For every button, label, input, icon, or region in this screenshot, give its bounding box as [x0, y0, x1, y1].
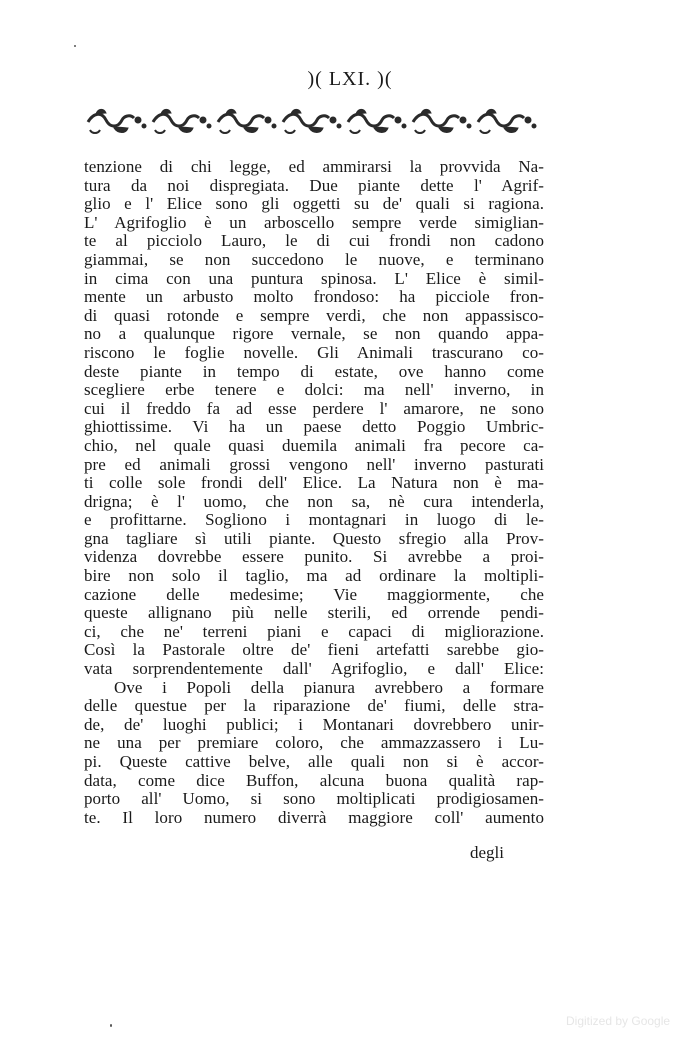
fleuron-icon — [413, 109, 471, 133]
text-line: bire non solo il taglio, ma ad ordinare la moltipli- — [84, 566, 544, 586]
page-header: )( LXI. )( — [307, 68, 393, 90]
text-line: scegliere erbe tenere e dolci: ma nell' inverno, in — [84, 380, 544, 400]
fleuron-icon — [88, 109, 146, 133]
ink-speck — [74, 45, 76, 47]
text-line: te. Il loro numero diverrà maggiore coll' aumento — [84, 807, 544, 827]
catchword: degli — [470, 843, 504, 862]
text-line: ti colle sole frondi dell' Elice. La Natura non è ma- — [84, 473, 544, 493]
text-line: pi. Queste cattive belve, alle quali non si è accor- — [84, 752, 544, 771]
text-line: glio e l' Elice sono gli oggetti su de' quali si ragiona. — [84, 194, 544, 214]
text-line: drigna; è l' uomo, che non sa, nè cura intenderla, — [84, 491, 544, 511]
fleuron-icon — [283, 109, 341, 133]
text-line: gna tagliare sì utili piante. Questo sfregio alla Prov- — [84, 528, 544, 548]
text-line: delle questue per la riparazione de' fiumi, delle stra- — [84, 696, 544, 716]
text-line: in cima con una puntura spinosa. L' Elice è simil- — [84, 268, 544, 288]
text-line: pre ed animali grossi vengono nell' inverno pasturati — [84, 454, 544, 474]
body-text — [84, 158, 544, 827]
text-line: cui il freddo fa ad esse perdere l' amarore, ne sono — [84, 398, 544, 418]
fleuron-icon — [478, 109, 536, 133]
text-line: data, come dice Buffon, alcuna buona qualità rap- — [84, 770, 544, 790]
text-line: videnza dovrebbe essere punito. Si avrebbe a proi- — [84, 547, 544, 567]
text-line: Ove i Popoli della pianura avrebbero a formare — [114, 677, 544, 697]
text-line: e profittarne. Sogliono i montagnari in luogo di le- — [84, 510, 544, 530]
fleuron-ornament-band — [82, 104, 542, 138]
text-line: ghiottissime. Vi ha un paese detto Poggio Umbric- — [84, 417, 544, 437]
text-line: ci, che ne' terreni piani e capaci di migliorazione. — [84, 621, 544, 641]
text-line: mente un arbusto molto frondoso: ha picciole fron- — [84, 287, 544, 307]
text-line: queste allignano più nelle sterili, ed orrende pendi- — [84, 603, 544, 623]
fleuron-icon — [153, 109, 211, 133]
text-line: L' Agrifoglio è un arboscello sempre verde simiglian- — [84, 212, 544, 232]
text-line: tura da noi dispregiata. Due piante dette l' Agrif- — [84, 175, 544, 195]
text-line: Così la Pastorale oltre de' fieni artefatti sarebbe gio- — [84, 640, 544, 660]
text-line: vata sorprendentemente dall' Agrifoglio, e dall' Elice: — [84, 659, 544, 679]
text-line: tenzione di chi legge, ed ammirarsi la provvida Na- — [84, 157, 544, 176]
text-line: deste piante in tempo di estate, ove hanno come — [84, 361, 544, 381]
text-line: no a qualunque rigore vernale, se non quando appa- — [84, 324, 544, 344]
digitization-watermark: Digitized by Google — [566, 1014, 671, 1028]
text-line: te al picciolo Lauro, le di cui frondi non cadono — [84, 231, 544, 251]
text-line: chio, nel quale quasi duemila animali fra pecore ca- — [84, 435, 544, 455]
text-line: cazione delle medesime; Vie maggiormente, che — [84, 584, 544, 604]
ink-speck — [110, 1024, 112, 1027]
fleuron-icon — [218, 109, 276, 133]
text-line: ne una per premiare coloro, che ammazzassero i Lu- — [84, 733, 544, 753]
fleuron-icon — [348, 109, 406, 133]
text-line: porto all' Uomo, si sono moltiplicati prodigiosamen- — [84, 789, 544, 809]
text-line: giammai, se non succedono le nuove, e terminano — [84, 249, 544, 269]
text-line: de, de' luoghi publici; i Montanari dovrebbero unir- — [84, 714, 544, 734]
text-line: riscono le foglie novelle. Gli Animali trascurano co- — [84, 342, 544, 362]
text-line: di quasi rotonde e sempre verdi, che non appassisco- — [84, 305, 544, 325]
